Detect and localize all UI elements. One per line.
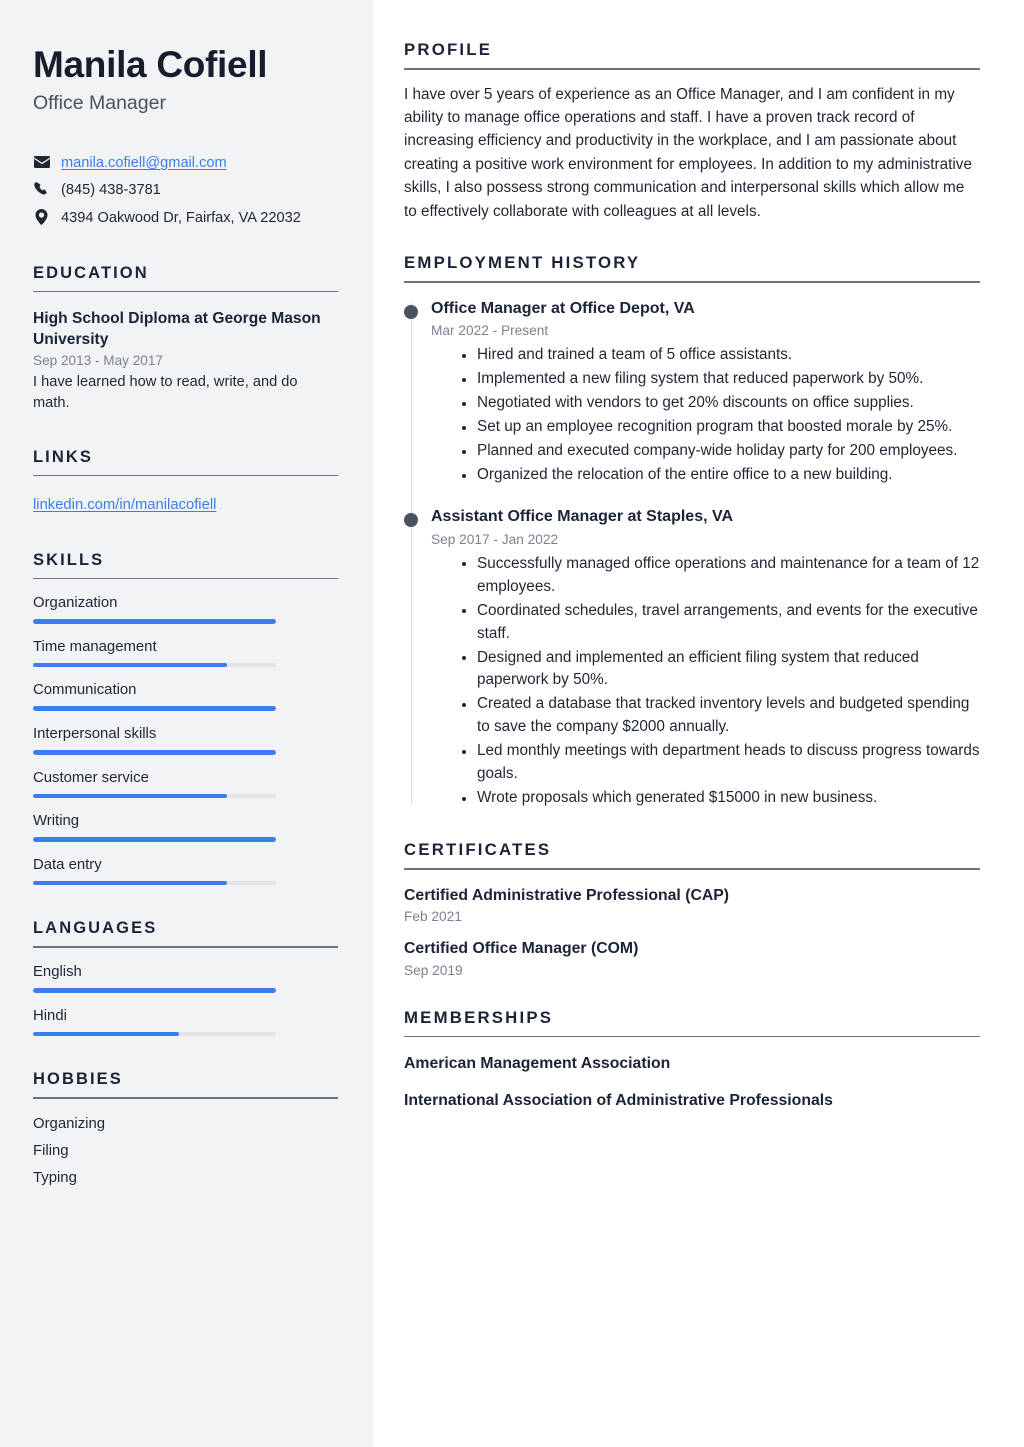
- language-label: English: [33, 964, 82, 981]
- list-item: Created a database that tracked inventory levels and budgeted spending to save the company $2000 annually.: [460, 693, 980, 739]
- list-item: Typing: [33, 1170, 77, 1187]
- links-heading: LINKS: [33, 447, 93, 466]
- skill-level-fill: [33, 881, 227, 886]
- memberships-heading: MEMBERSHIPS: [404, 1007, 554, 1027]
- list-item: [33, 494, 338, 516]
- profile-heading: PROFILE: [404, 40, 493, 59]
- candidate-job-title: Office Manager: [33, 92, 166, 115]
- job-date-range: Mar 2022 - Present: [431, 323, 549, 339]
- links-section: [33, 448, 338, 517]
- language-level-bar: [33, 1032, 276, 1037]
- section-divider: [33, 475, 338, 477]
- list-item: Wrote proposals which generated $15000 in new business.: [460, 787, 980, 810]
- languages-list: [33, 962, 338, 1036]
- candidate-name: Manila Cofiell: [33, 44, 268, 85]
- list-item: Led monthly meetings with department heads to discuss progress towards goals.: [460, 740, 980, 786]
- skill-level-bar: [33, 619, 276, 624]
- section-divider: [33, 1097, 338, 1099]
- location-pin-icon: [33, 207, 50, 227]
- employment-entry: [404, 507, 980, 810]
- skill-level-bar: [33, 750, 276, 755]
- language-label: Hindi: [33, 1007, 67, 1024]
- memberships-section: [404, 1008, 980, 1112]
- skill-label: Writing: [33, 813, 80, 830]
- sidebar: [0, 0, 373, 1447]
- skill-label: Interpersonal skills: [33, 725, 157, 742]
- list-item: Organizing: [33, 1115, 106, 1132]
- skill-level-fill: [33, 794, 227, 799]
- skill-label: Time management: [33, 638, 157, 655]
- section-divider: [404, 68, 980, 70]
- list-item: [33, 680, 338, 711]
- education-degree: High School Diploma at George Mason University: [33, 310, 321, 349]
- education-date: Sep 2013 - May 2017: [33, 353, 163, 369]
- list-item: Coordinated schedules, travel arrangements, and events for the executive staff.: [460, 600, 980, 646]
- language-level-fill: [33, 988, 276, 993]
- skill-label: Data entry: [33, 856, 102, 873]
- list-item: [33, 593, 338, 624]
- phone-icon: [33, 179, 50, 199]
- certificate-date: Feb 2021: [404, 909, 462, 925]
- skills-section: [33, 551, 338, 886]
- skills-heading: SKILLS: [33, 550, 105, 569]
- list-item: Hired and trained a team of 5 office assistants.: [460, 344, 980, 367]
- hobbies-heading: HOBBIES: [33, 1070, 123, 1089]
- list-item: Planned and executed company-wide holiday party for 200 employees.: [460, 440, 980, 463]
- list-item: [33, 1006, 338, 1037]
- list-item: Implemented a new filing system that reduced paperwork by 50%.: [460, 368, 980, 391]
- timeline-dot-icon: [404, 305, 418, 319]
- employment-timeline: [404, 299, 980, 811]
- education-heading: EDUCATION: [33, 263, 149, 282]
- linkedin-link[interactable]: linkedin.com/in/manilacofiell: [33, 497, 217, 514]
- certificate-date: Sep 2019: [404, 962, 463, 978]
- skill-level-bar: [33, 663, 276, 668]
- languages-heading: LANGUAGES: [33, 919, 158, 938]
- contact-list: [33, 152, 338, 230]
- skill-level-fill: [33, 663, 227, 668]
- hobbies-section: [33, 1070, 338, 1189]
- list-item: Successfully managed office operations and maintenance for a team of 12 employees.: [460, 553, 980, 599]
- job-bullet-list: [460, 344, 980, 487]
- list-item: [33, 768, 338, 799]
- list-item: Designed and implemented an efficient filing system that reduced paperwork by 50%.: [460, 647, 980, 693]
- skill-level-fill: [33, 837, 276, 842]
- job-date-range: Sep 2017 - Jan 2022: [431, 531, 559, 547]
- certificate-name: Certified Office Manager (COM): [404, 940, 639, 958]
- section-divider: [33, 578, 338, 580]
- list-item: [33, 811, 338, 842]
- skills-list: [33, 593, 338, 885]
- job-bullet-list: [460, 553, 980, 810]
- hobbies-list: [33, 1114, 338, 1189]
- list-item: [404, 939, 980, 978]
- languages-section: [33, 919, 338, 1036]
- list-item: [33, 962, 338, 993]
- list-item: [33, 724, 338, 755]
- skill-label: Customer service: [33, 769, 149, 786]
- language-level-bar: [33, 988, 276, 993]
- skill-level-fill: [33, 619, 276, 624]
- timeline-dot-icon: [404, 513, 418, 527]
- main-content: [373, 0, 1024, 1447]
- skill-level-bar: [33, 794, 276, 799]
- list-item: [404, 886, 980, 925]
- job-title: Office Manager at Office Depot, VA: [431, 299, 695, 317]
- memberships-list: [404, 1054, 980, 1111]
- job-title: Assistant Office Manager at Staples, VA: [431, 507, 734, 525]
- list-item: [33, 637, 338, 668]
- skill-level-bar: [33, 837, 276, 842]
- envelope-icon: [33, 152, 50, 172]
- skill-level-fill: [33, 706, 276, 711]
- list-item: Organized the relocation of the entire office to a new building.: [460, 464, 980, 487]
- list-item: [33, 855, 338, 886]
- education-description: I have learned how to read, write, and do math.: [33, 374, 298, 412]
- certificates-list: [404, 886, 980, 978]
- certificates-section: [404, 840, 980, 978]
- email-link[interactable]: manila.cofiell@gmail.com: [61, 154, 227, 171]
- section-divider: [404, 868, 980, 870]
- links-list: [33, 494, 338, 516]
- list-item: American Management Association: [404, 1055, 671, 1073]
- list-item: Negotiated with vendors to get 20% discounts on office supplies.: [460, 392, 980, 415]
- language-level-fill: [33, 1032, 179, 1037]
- contact-item-email: [33, 152, 338, 175]
- education-item: [33, 308, 338, 414]
- list-item: Filing: [33, 1142, 69, 1159]
- section-divider: [33, 946, 338, 948]
- certificate-name: Certified Administrative Professional (CAP): [404, 886, 730, 904]
- contact-item-address: [33, 207, 338, 230]
- profile-section: [404, 40, 980, 223]
- skill-level-bar: [33, 881, 276, 886]
- skill-level-fill: [33, 750, 276, 755]
- section-divider: [404, 281, 980, 283]
- employment-history-section: [404, 253, 980, 810]
- list-item: Set up an employee recognition program that boosted morale by 25%.: [460, 416, 980, 439]
- phone-number: (845) 438-3781: [61, 182, 161, 199]
- employment-heading: EMPLOYMENT HISTORY: [404, 252, 641, 272]
- employment-entry: [404, 299, 980, 487]
- education-section: [33, 264, 338, 414]
- skill-level-bar: [33, 706, 276, 711]
- certificates-heading: CERTIFICATES: [404, 840, 552, 860]
- skill-label: Communication: [33, 682, 137, 699]
- list-item: International Association of Administrative Professionals: [404, 1091, 833, 1109]
- skill-label: Organization: [33, 595, 118, 612]
- contact-item-phone: [33, 179, 338, 202]
- section-divider: [33, 291, 338, 293]
- address-text: 4394 Oakwood Dr, Fairfax, VA 22032: [61, 210, 301, 227]
- section-divider: [404, 1036, 980, 1038]
- profile-text: I have over 5 years of experience as an Office Manager, and I am confident in my ability to manage office operations and staff. I have a proven track record of increasing efficiency and productivity in the workplace, and I am passionate about creating a positive work environment for employees. In addition to my administrative skills, I also possess strong communication and interpersonal skills which allow me to effectively collaborate with colleagues at all levels.: [404, 85, 972, 220]
